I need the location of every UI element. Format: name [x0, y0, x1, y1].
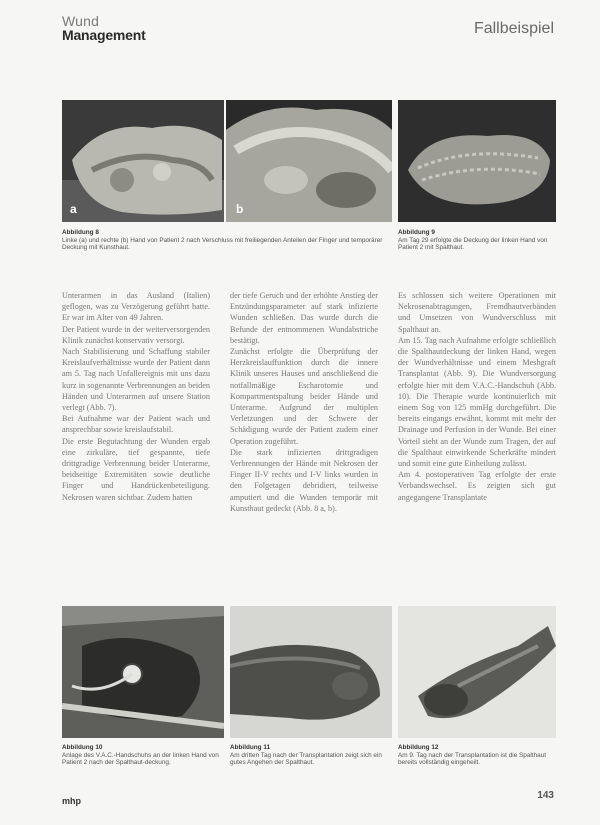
- photo-fig12: [398, 606, 556, 738]
- body-column-3: [398, 290, 556, 503]
- caption-fig11-title: Abbildung 11: [230, 744, 271, 751]
- paragraph: Unterarmen in das Ausland (Italien) geflogen, was zu Verzögerung geführt hatte. Er war im Alter von 49 Jahren.: [62, 291, 210, 323]
- hand-photo-image: [398, 100, 556, 222]
- logo-line-management: Management: [62, 27, 146, 43]
- page-number: 143: [537, 790, 554, 801]
- caption-fig8: [62, 229, 392, 252]
- caption-fig8-text: Linke (a) und rechte (b) Hand von Patient 2 nach Verschluss mit freiliegenden Anteilen der Finger und temporärer Deckung mit Kunsthaut.: [62, 236, 383, 252]
- hand-photo-image: [226, 100, 392, 222]
- caption-fig8-title: Abbildung 8: [62, 229, 99, 236]
- caption-fig11: [230, 744, 392, 767]
- caption-fig9-text: Am Tag 29 erfolgte die Deckung der linken Hand von Patient 2 mit Spalthaut.: [398, 236, 548, 252]
- logo-line-wund: Wund: [62, 13, 100, 29]
- photo-fig8b: [226, 100, 392, 222]
- caption-fig10-text: Anlage des V.A.C.-Handschuhs an der linken Hand von Patient 2 nach der Spalthaut-deckung.: [62, 751, 219, 767]
- caption-fig9: [398, 229, 556, 252]
- fig8a-letter: a: [70, 202, 77, 216]
- paragraph: Bei Aufnahme war der Patient wach und ansprechbar sowie kreislaufstabil.: [62, 414, 210, 435]
- paragraph: Nach Stabilisierung und Schaffung stabiler Kreislaufverhältnisse wurde der Patient dann am 5. Tag nach Unfallereignis mit uns dazu kurz in sogenannte Verbrennungen an beiden Händen und Unterarmen auf unsere Station verlegt (Abb. 7).: [62, 347, 210, 413]
- photo-fig11: [230, 606, 392, 738]
- hand-photo-image: [398, 606, 556, 738]
- caption-fig12: [398, 744, 556, 767]
- paragraph: Der Patient wurde in der weiterversorgenden Klinik zunächst konservativ versorgt.: [62, 324, 210, 345]
- caption-fig12-text: Am 9. Tag nach der Transplantation ist die Spalthaut bereits vollständig eingeheilt.: [398, 751, 547, 767]
- photo-fig10: [62, 606, 224, 738]
- journal-logo: [62, 14, 202, 42]
- paragraph: Die stark infizierten drittgradigen Verbrennungen der Hände mit Nekrosen der Finger II-V rechts und I-V links wurden in den Folgetagen debridiert, teilweise amputiert und die Wunden temporär mit Kunsthaut gedeckt (Abb. 8 a, b).: [230, 447, 378, 513]
- paragraph: Am 4. postoperativen Tag erfolgte der erste Verbandswechsel. Es zeigten sich gut angegangene Transplantate: [398, 470, 556, 502]
- paragraph: Es schlossen sich weitere Operationen mit Nekrosenabtragungen, Fremdhautverbänden und Umsetzen von Wundverschluss mit Spalthaut an.: [398, 291, 556, 334]
- photo-fig9: [398, 100, 556, 222]
- vac-glove-photo-image: [62, 606, 224, 738]
- paragraph: Die erste Begutachtung der Wunden ergab eine zirkuläre, tief gespannte, tiefe drittgradige Verbrennung beider Unterarme, beidseitige Extremitäten sowie deutliche Finger und Handrückenbeteiligung. Nekrosen waren sichtbar. Zudem hatten: [62, 436, 210, 502]
- caption-fig12-title: Abbildung 12: [398, 744, 439, 751]
- caption-fig10: [62, 744, 224, 767]
- fig8b-letter: b: [236, 202, 244, 216]
- paragraph: Zunächst erfolgte die Überprüfung der Herzkreislauffunktion durch die innere Klinik unseres Hauses und anschließend die notfallmäßige Escharotomie und Kompartmentspaltung beider Hände und Unterarme. Aufgrund der multiplen Verletzungen und der Schwere der Schädigung wurde der Patient zudem einer Operation zugeführt.: [230, 347, 378, 446]
- photo-fig8a: [62, 100, 224, 222]
- body-column-2: [230, 290, 378, 514]
- paragraph: Am 15. Tag nach Aufnahme erfolgte schließlich die Spalthautdeckung der linken Hand, wegen der Wundverhältnisse und einem Meshgraft Transplantat (Abb. 9). Die Wundversorgung erfolgte hier mit dem V.A.C.-Handschuh (Abb. 10). Die Therapie wurde kontinuierlich mit einem Sog von 125 mmHg durchgeführt. Die bereits eingangs erwähnt, kommt mit mehr der Drainage und Perfusion in der Wunde. Bei einer Vorteil sieht an der Wunde zum Tragen, der auf die Spalthaut einwirkende Scherkräfte mindert und somit eine gute Einheilung zulässt.: [398, 335, 556, 469]
- caption-fig9-title: Abbildung 9: [398, 229, 435, 236]
- hand-photo-image: [62, 100, 224, 222]
- paragraph: der tiefe Geruch und der erhöhte Anstieg der Entzündungsparameter auf stark infizierte Wunden schließen. Das wurde durch die Befunde der entnommenen Wundabstriche bestätigt.: [230, 291, 378, 345]
- publisher-logo: mhp: [62, 796, 81, 806]
- hand-photo-image: [230, 606, 392, 738]
- caption-fig10-title: Abbildung 10: [62, 744, 103, 751]
- caption-fig11-text: Am dritten Tag nach der Transplantation zeigt sich ein gutes Angehen der Spalthaut.: [230, 751, 382, 767]
- section-title: Fallbeispiel: [473, 20, 554, 37]
- body-column-1: [62, 290, 210, 503]
